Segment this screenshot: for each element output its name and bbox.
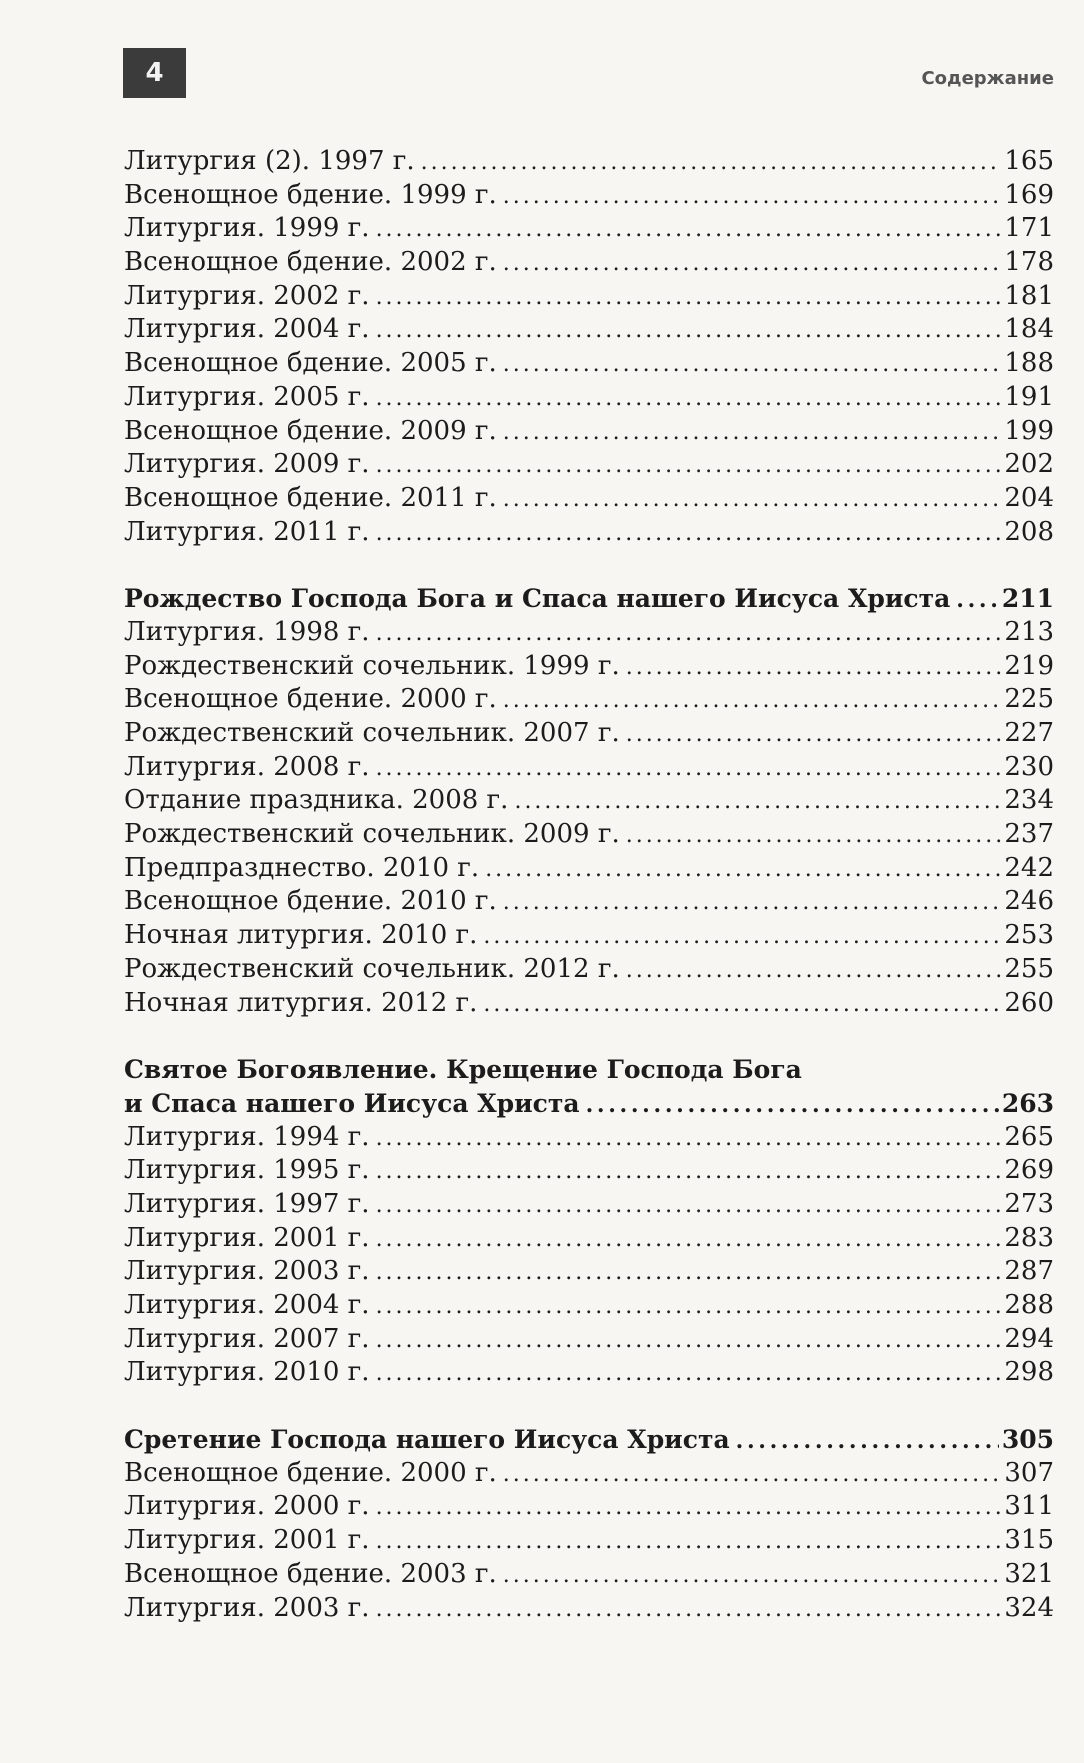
dot-leader [376,1222,1002,1256]
dot-leader [626,650,1002,684]
toc-entry[interactable] [124,280,1054,314]
toc-entry-page: 181 [1004,280,1054,311]
toc-entry-page: 269 [1004,1155,1054,1186]
toc-entry-page: 288 [1004,1290,1054,1320]
toc-entry-title: Рождественский сочельник. 2009 г. [124,819,620,850]
page-number: 4 [123,48,186,98]
dot-leader [376,1154,1002,1188]
dot-leader [503,482,1002,516]
toc-entry[interactable] [124,751,1054,785]
toc-entry[interactable] [124,683,1054,717]
toc-entry-page: 227 [1004,718,1054,748]
toc-entry[interactable] [124,919,1054,953]
dot-leader [376,1490,1002,1524]
toc-entry-page: 225 [1004,684,1054,715]
dot-leader [483,987,1001,1021]
toc-entry-title: Всенощное бдение. 2005 г. [124,348,497,379]
toc-entry-title: Рождественский сочельник. 2007 г. [124,718,620,748]
toc-entry-page: 315 [1004,1525,1054,1556]
toc-entry[interactable] [124,885,1054,919]
toc-section [124,1121,1054,1391]
toc-entry-title: Всенощное бдение. 2009 г. [124,415,497,446]
dot-leader [376,1524,1002,1558]
toc-entry-page: 230 [1004,751,1054,782]
section-heading-line-1[interactable]: Святое Богоявление. Крещение Господа Бога [124,1055,802,1085]
dot-leader [376,1188,1002,1222]
toc-entry[interactable] [124,1558,1054,1592]
toc-entry-page: 273 [1004,1188,1054,1219]
toc-entry-page: 260 [1004,987,1054,1018]
toc-entry-title: Литургия (2). 1997 г. [124,146,415,176]
toc-entry-page: 237 [1004,819,1054,850]
dot-leader [626,818,1002,852]
toc-entry-page: 311 [1004,1491,1054,1522]
toc-entry-page: 321 [1004,1558,1054,1589]
toc-entry-title: Литургия. 2000 г. [124,1491,370,1522]
toc-entry[interactable] [124,1524,1054,1558]
toc-entry[interactable] [124,1255,1054,1289]
toc-entry-page: 213 [1004,616,1054,647]
dot-leader [376,616,1002,650]
toc-entry-title: Литургия. 1999 г. [124,213,370,244]
toc-entry-page: 169 [1004,179,1054,210]
dot-leader [376,1121,1002,1155]
toc-entry-page: 234 [1004,785,1054,816]
dot-leader [376,1592,1002,1626]
toc-entry-page: 219 [1004,650,1054,681]
toc-entry[interactable] [124,1457,1054,1491]
toc-entry[interactable] [124,516,1054,550]
section-heading[interactable]: Рождество Господа Бога и Спаса нашего Иисуса Христа . . . 211 [124,582,1054,616]
dot-leader [376,751,1002,785]
dot-leader [376,1356,1002,1390]
toc-entry[interactable] [124,212,1054,246]
toc-entry[interactable] [124,717,1054,751]
toc-entry-title: Литургия. 2002 г. [124,280,370,311]
toc-entry-title: Всенощное бдение. 1999 г. [124,179,497,210]
toc-entry[interactable] [124,1188,1054,1222]
toc-entry-page: 184 [1004,314,1054,345]
dot-leader [503,885,1002,919]
toc-entry-page: 188 [1004,348,1054,379]
toc-entry-page: 202 [1004,449,1054,480]
toc-entry[interactable] [124,1490,1054,1524]
dot-leader [376,1289,1002,1323]
dot-leader [514,784,1001,818]
toc-entry-page: 171 [1004,213,1054,244]
toc-section [124,145,1054,549]
toc-entry-title: Литургия. 2008 г. [124,751,370,782]
toc-entry-title: Всенощное бдение. 2000 г. [124,1457,497,1488]
toc-entry[interactable] [124,448,1054,482]
toc-entry[interactable] [124,179,1054,213]
toc-entry[interactable] [124,1222,1054,1256]
toc-entry[interactable] [124,145,1054,179]
toc-entry-page: 191 [1004,381,1054,412]
toc-entry-page: 298 [1004,1357,1054,1388]
dot-leader [503,1457,1002,1491]
toc-entry-page: 253 [1004,920,1054,951]
toc-entry-page: 324 [1004,1592,1054,1623]
toc-entry-title: Литургия. 2005 г. [124,381,370,412]
toc-entry[interactable] [124,415,1054,449]
toc-section [124,1457,1054,1625]
toc-entry-page: 204 [1004,482,1054,513]
toc-entry-title: Литургия. 2004 г. [124,314,370,345]
toc-entry-title: Литургия. 2004 г. [124,1290,370,1320]
toc-entry-title: Всенощное бдение. 2003 г. [124,1558,497,1589]
toc-entry-page: 199 [1004,415,1054,446]
toc-entry-page: 165 [1004,146,1054,176]
dot-leader [626,953,1002,987]
dot-leader [503,683,1002,717]
section-heading[interactable]: Сретение Господа нашего Иисуса Христа . . . 305 [124,1423,1054,1457]
toc-entry[interactable] [124,1289,1054,1323]
toc-entry[interactable] [124,818,1054,852]
toc-entry-page: 265 [1004,1121,1054,1152]
toc-entry[interactable] [124,1356,1054,1390]
table-of-contents [124,145,1054,1625]
dot-leader [376,313,1002,347]
toc-entry-page: 208 [1004,516,1054,547]
dot-leader [376,1323,1002,1357]
toc-entry-title: Литургия. 2007 г. [124,1323,370,1354]
dot-leader [483,919,1001,953]
toc-entry[interactable] [124,784,1054,818]
toc-section [124,616,1054,1020]
toc-entry-title: Литургия. 1998 г. [124,616,370,647]
toc-entry[interactable] [124,616,1054,650]
toc-entry-title: Рождественский сочельник. 2012 г. [124,953,620,984]
dot-leader [376,1255,1002,1289]
toc-entry-title: Отдание праздника. 2008 г. [124,785,509,816]
dot-leader [503,179,1002,213]
toc-entry-title: Всенощное бдение. 2010 г. [124,886,497,917]
toc-entry-title: Всенощное бдение. 2000 г. [124,684,497,715]
toc-entry[interactable] [124,246,1054,280]
toc-entry-title: Литургия. 2009 г. [124,449,370,480]
toc-entry-title: Ночная литургия. 2012 г. [124,987,478,1018]
toc-entry[interactable] [124,482,1054,516]
toc-entry[interactable] [124,1154,1054,1188]
toc-entry-page: 242 [1004,852,1054,883]
toc-entry[interactable] [124,1592,1054,1626]
toc-entry-page: 307 [1004,1457,1054,1488]
dot-leader [376,381,1002,415]
toc-entry-title: Литургия. 1994 г. [124,1121,370,1152]
toc-entry-title: Всенощное бдение. 2011 г. [124,482,497,513]
toc-entry[interactable] [124,1121,1054,1155]
dot-leader [503,246,1002,280]
toc-entry-title: Литургия. 2011 г. [124,516,370,547]
toc-entry-page: 283 [1004,1222,1054,1253]
dot-leader [503,415,1002,449]
toc-entry-title: Литургия. 2003 г. [124,1592,370,1623]
toc-entry-page: 246 [1004,886,1054,917]
toc-entry[interactable] [124,852,1054,886]
dot-leader [485,852,1001,886]
toc-entry-title: Литургия. 1995 г. [124,1155,370,1186]
dot-leader [626,717,1002,751]
toc-entry-title: Ночная литургия. 2010 г. [124,920,478,951]
section-heading[interactable]: и Спаса нашего Иисуса Христа . . . 263 [124,1087,1054,1121]
toc-entry-title: Рождественский сочельник. 1999 г. [124,650,620,681]
dot-leader [376,516,1002,550]
toc-entry-title: Всенощное бдение. 2002 г. [124,247,497,278]
toc-entry-page: 255 [1004,953,1054,984]
running-title: Содержание [921,68,1054,89]
toc-entry-title: Литургия. 2003 г. [124,1256,370,1287]
toc-entry[interactable] [124,650,1054,684]
toc-entry-title: Предпразднество. 2010 г. [124,852,480,883]
toc-entry-title: Литургия. 2001 г. [124,1222,370,1253]
toc-entry-page: 294 [1004,1323,1054,1354]
toc-entry-page: 178 [1004,247,1054,278]
toc-entry-title: Литургия. 1997 г. [124,1188,370,1219]
toc-entry[interactable] [124,1323,1054,1357]
toc-entry[interactable] [124,987,1054,1021]
dot-leader [503,347,1002,381]
dot-leader [376,448,1002,482]
toc-entry[interactable] [124,313,1054,347]
dot-leader [376,212,1002,246]
dot-leader [376,280,1002,314]
toc-entry[interactable] [124,953,1054,987]
toc-entry-title: Литургия. 2001 г. [124,1525,370,1556]
toc-entry[interactable] [124,381,1054,415]
toc-entry[interactable] [124,347,1054,381]
toc-entry-page: 287 [1004,1256,1054,1287]
dot-leader [503,1558,1002,1592]
toc-entry-title: Литургия. 2010 г. [124,1357,370,1388]
dot-leader [421,145,1002,179]
